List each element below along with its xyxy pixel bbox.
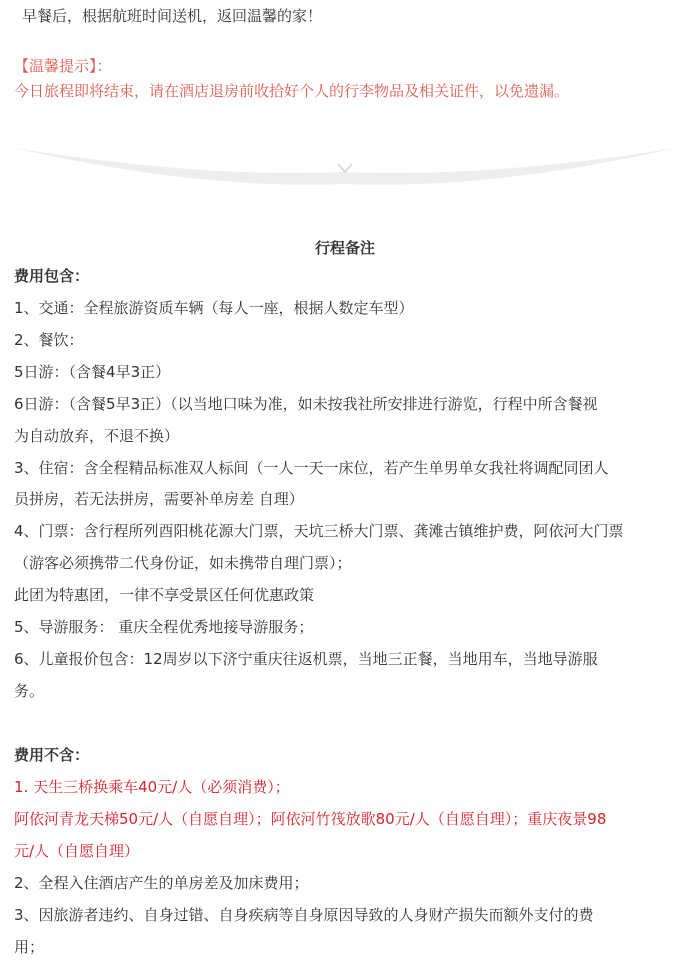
included-line: 1、交通：全程旅游资质车辆（每人一座，根据人数定车型） <box>14 299 414 317</box>
included-heading: 费用包含： <box>14 267 90 285</box>
excluded-highlight-line: 阿依河青龙天梯50元/人（自愿自理）；阿依河竹筏放歌80元/人（自愿自理）；重庆夜景98 <box>14 810 607 828</box>
excluded-heading: 费用不含： <box>14 746 90 764</box>
included-line: 6日游：（含餐5早3正）（以当地口味为准，如未按我社所安排进行游览，行程中所含餐视 <box>14 395 598 413</box>
excluded-line: 3、因旅游者违约、自身过错、自身疾病等自身原因导致的人身财产损失而额外支付的费 <box>14 906 594 924</box>
included-line: 务。 <box>14 682 45 700</box>
included-line: （游客必须携带二代身份证，如未携带自理门票）； <box>14 554 352 572</box>
included-line: 为自动放弃，不退不换） <box>14 427 180 445</box>
excluded-highlight-line: 1. 天生三桥换乘车40元/人（必须消费）； <box>14 778 290 796</box>
tip-label: 【温馨提示】： <box>14 57 112 75</box>
included-line: 4、门票：含行程所列酉阳桃花源大门票，天坑三桥大门票、龚滩古镇维护费，阿依河大门票 <box>14 522 624 540</box>
excluded-line: 用； <box>14 938 45 956</box>
tip-text: 今日旅程即将结束，请在酒店退房前收拾好个人的行李物品及相关证件，以免遗漏。 <box>14 82 570 100</box>
included-line: 3、住宿：含全程精品标准双人标间（一人一天一床位，若产生单男单女我社将调配同团人 <box>14 459 609 477</box>
decorative-divider <box>0 138 690 190</box>
included-line: 5日游：（含餐4早3正） <box>14 363 171 381</box>
included-line: 员拼房，若无法拼房，需要补单房差 自理） <box>14 490 304 508</box>
notes-title: 行程备注 <box>314 239 375 257</box>
included-line: 此团为特惠团，一律不享受景区任何优惠政策 <box>14 586 315 604</box>
excluded-highlight-line: 元/人（自愿自理） <box>14 842 140 860</box>
included-line: 6、儿童报价包含：12周岁以下济宁重庆往返机票，当地三正餐，当地用车，当地导游服 <box>14 650 598 668</box>
included-line: 2、餐饮： <box>14 331 84 349</box>
top-line: 早餐后，根据航班时间送机，返回温馨的家！ <box>22 7 323 25</box>
excluded-line: 2、全程入住酒店产生的单房差及加床费用； <box>14 874 309 892</box>
included-line: 5、导游服务： 重庆全程优秀地接导游服务； <box>14 618 314 636</box>
